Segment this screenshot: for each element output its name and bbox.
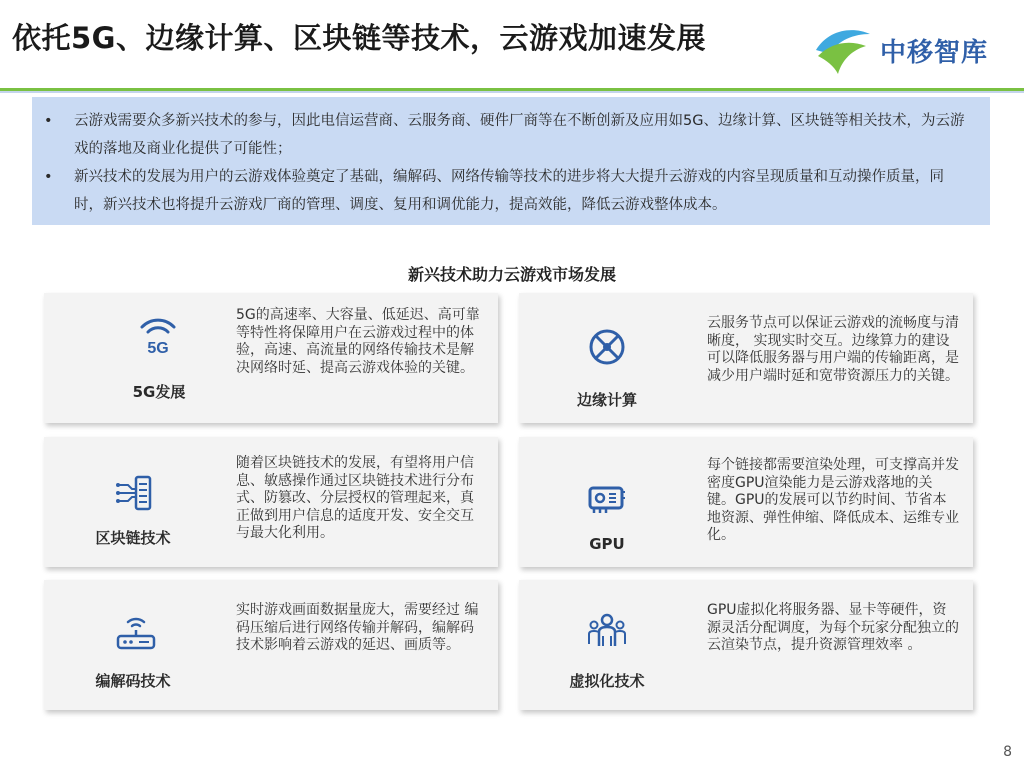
card-5g (44, 293, 498, 423)
intro-text: 新兴技术的发展为用户的云游戏体验奠定了基础，编解码、网络传输等技术的进步将大大提升云游戏的内容呈现质量和互动操作质量，同时，新兴技术也将提升云游戏厂商的管理、调度、复用和调优能力，提高效能，降低云游戏整体成本。 (74, 169, 944, 213)
router-codec-icon (114, 610, 158, 654)
card-description: GPU虚拟化将服务器、显卡等硬件，资源灵活分配调度，为每个玩家分配独立的云渲染节点，提升资源管理效率 。 (707, 602, 959, 653)
card-label: 5G发展 (132, 383, 186, 401)
card-codec (44, 580, 498, 710)
card-description: 随着区块链技术的发展，有望将用户信息、敏感操作通过区块链技术进行分布式、防篡改、分层授权的管理起来，真正做到用户信息的适度开发、安全交互与最大化利用。 (236, 455, 474, 541)
card-description: 5G的高速率、大容量、低延迟、高可靠等特性将保障用户在云游戏过程中的体验，高速、高流量的网络传输技术是解决网络时延、提高云游戏体验的关键。 (236, 307, 480, 376)
5g-signal-icon (136, 313, 180, 357)
card-label: 边缘计算 (576, 391, 637, 409)
card-description: 每个链接都需要渲染处理，可支撑高并发密度GPU渲染能力是云游戏落地的关键。GPU的发展可以节约时间、节省本地资源、弹性伸缩、降低成本、运维专业化。 (707, 457, 959, 543)
blockchain-server-icon (114, 471, 158, 515)
bullet-icon: • (44, 113, 53, 129)
card-label: 虚拟化技术 (569, 672, 645, 690)
card-label: GPU (589, 535, 625, 553)
card-virtualization (519, 580, 973, 710)
page-number: 8 (1003, 744, 1012, 760)
logo-mark-icon (808, 20, 876, 80)
page-title: 依托5G、边缘计算、区块链等技术，云游戏加速发展 (12, 21, 706, 55)
5g-icon-text: 5G (147, 340, 169, 357)
bullet-icon: • (44, 169, 53, 185)
card-gpu (519, 437, 973, 567)
card-description: 实时游戏画面数据量庞大，需要经过 编码压缩后进行网络传输并解码，编解码技术影响着云游戏的延迟、画质等。 (236, 602, 479, 653)
gpu-card-icon (585, 477, 629, 521)
card-label: 区块链技术 (95, 529, 171, 547)
card-edge-computing (519, 293, 973, 423)
header-divider-secondary (0, 91, 1024, 93)
intro-text: 云游戏需要众多新兴技术的参与，因此电信运营商、云服务商、硬件厂商等在不断创新及应用如5G、边缘计算、区块链等相关技术，为云游戏的落地及商业化提供了可能性； (74, 113, 965, 157)
intro-bullet-item (44, 107, 972, 163)
logo (808, 20, 1008, 80)
edge-computing-icon (585, 325, 629, 369)
card-description: 云服务节点可以保证云游戏的流畅度与清晰度， 实现实时交互。边缘算力的建设可以降低服务器与用户端的传输距离，是减少用户端时延和宽带资源压力的关键。 (707, 315, 959, 384)
virtualization-users-icon (585, 610, 629, 654)
logo-text: 中移智库 (880, 38, 989, 68)
card-blockchain (44, 437, 498, 567)
intro-bullet-item (44, 163, 972, 219)
intro-box (32, 97, 990, 225)
section-title: 新兴技术助力云游戏市场发展 (407, 265, 616, 284)
card-label: 编解码技术 (95, 672, 171, 690)
